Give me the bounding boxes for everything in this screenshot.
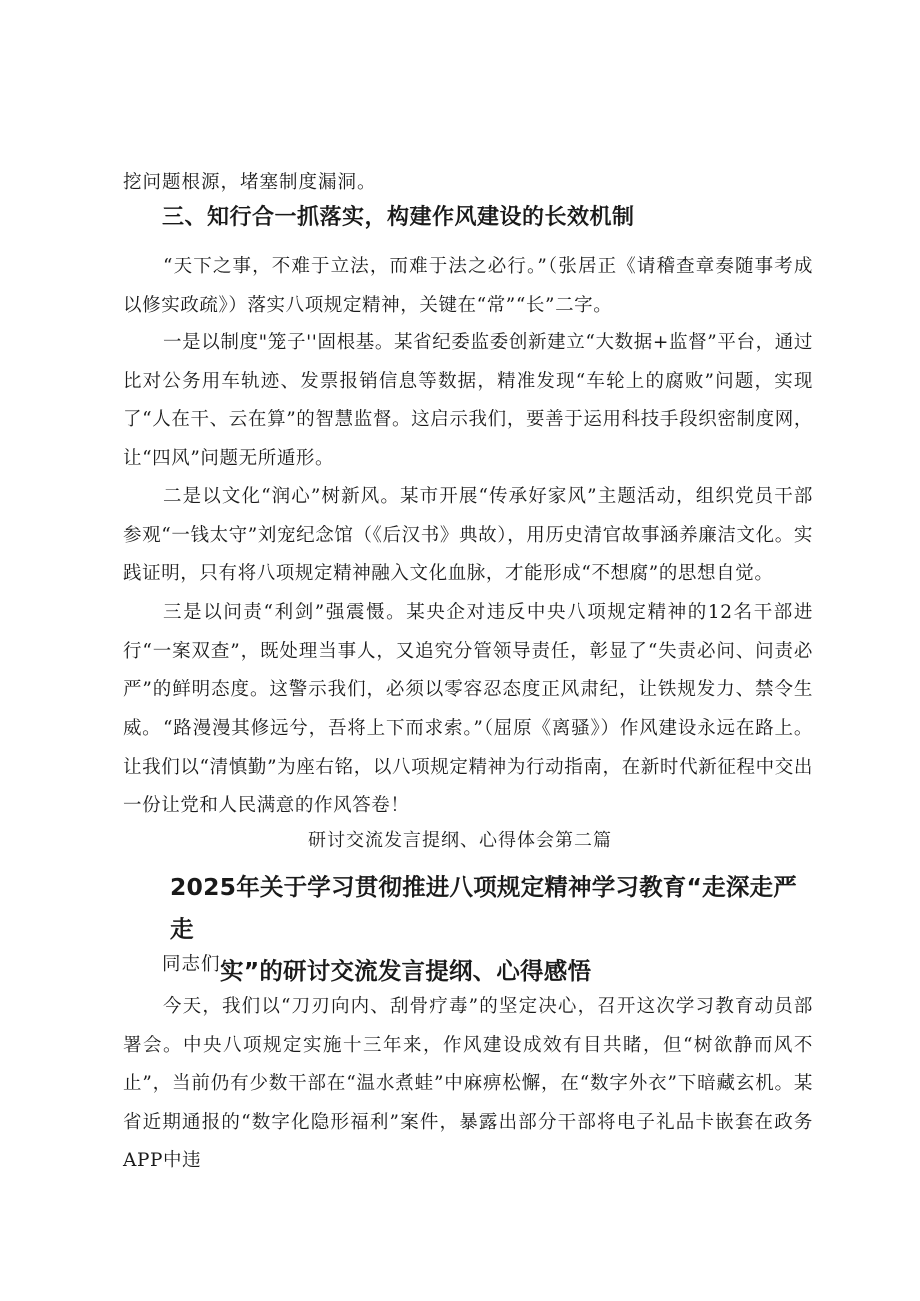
- greeting: 同志们：: [162, 954, 241, 975]
- paragraph-institution: 一是以制度"笼子''固根基。某省纪委监委创新建立“大数据+监督”平台，通过比对公务用车轨迹、发票报销信息等数据，精准发现“车轮上的腐败”问题，实现了“人在干、云在算”的智慧监督。这启示我们，要善于运用科技手段织密制度网，让“四风”问题无所遁形。: [123, 332, 813, 469]
- section-heading: 三、知行合一抓落实，构建作风建设的长效机制: [162, 205, 635, 230]
- paragraph-accountability: 三是以问责“利剑”强震慑。某央企对违反中央八项规定精神的12名干部进行“一案双查”，既处理当事人，又追究分管领导责任，彰显了“失责必问、问责必严”的鲜明态度。这警示我们，必须以零容忍态度正风肃纪，让铁规发力、禁令生威。: [123, 602, 813, 739]
- paragraph-conclusion: “路漫漫其修远兮，吾将上下而求索。”（屈原《离骚》）作风建设永远在路上。让我们以“清慎勤”为座右铭，以八项规定精神为行动指南，在新时代新征程中交出一份让党和人民满意的作风答卷！: [123, 718, 813, 816]
- article-title-line-1: 2025年关于学习贯彻推进八项规定精神学习教育“走深走严走: [170, 873, 797, 943]
- article-title-line-2: 实”的研讨交流发言提纲、心得感悟: [220, 957, 592, 985]
- continuation-text: 挖问题根源，堵塞制度漏洞。: [123, 172, 377, 193]
- paragraph-opening: 今天，我们以“刀刃向内、刮骨疗毒”的坚定决心，召开这次学习教育动员部署会。中央八项规定实施十三年来，作风建设成效有目共睹，但“树欲静而风不止”，当前仍有少数干部在“温水煮蛙”中麻痹松懈，在“数字外衣”下暗藏玄机。某省近期通报的“数字化隐形福利”案件，暴露出部分干部将电子礼品卡嵌套在政务APP中违: [123, 996, 813, 1171]
- paragraph-quote: “天下之事，不难于立法，而难于法之必行。”（张居正《请稽查章奏随事考成以修实政疏》）落实八项规定精神，关键在“常”“长”二字。: [123, 256, 813, 316]
- article-title: [170, 866, 810, 992]
- article-subtitle: 研讨交流发言提纲、心得体会第二篇: [308, 830, 612, 851]
- paragraph-culture: 二是以文化“润心”树新风。某市开展“传承好家风”主题活动，组织党员干部参观“一钱太守”刘宠纪念馆（《后汉书》典故），用历史清官故事涵养廉洁文化。实践证明，只有将八项规定精神融入文化血脉，才能形成“不想腐”的思想自觉。: [123, 486, 813, 584]
